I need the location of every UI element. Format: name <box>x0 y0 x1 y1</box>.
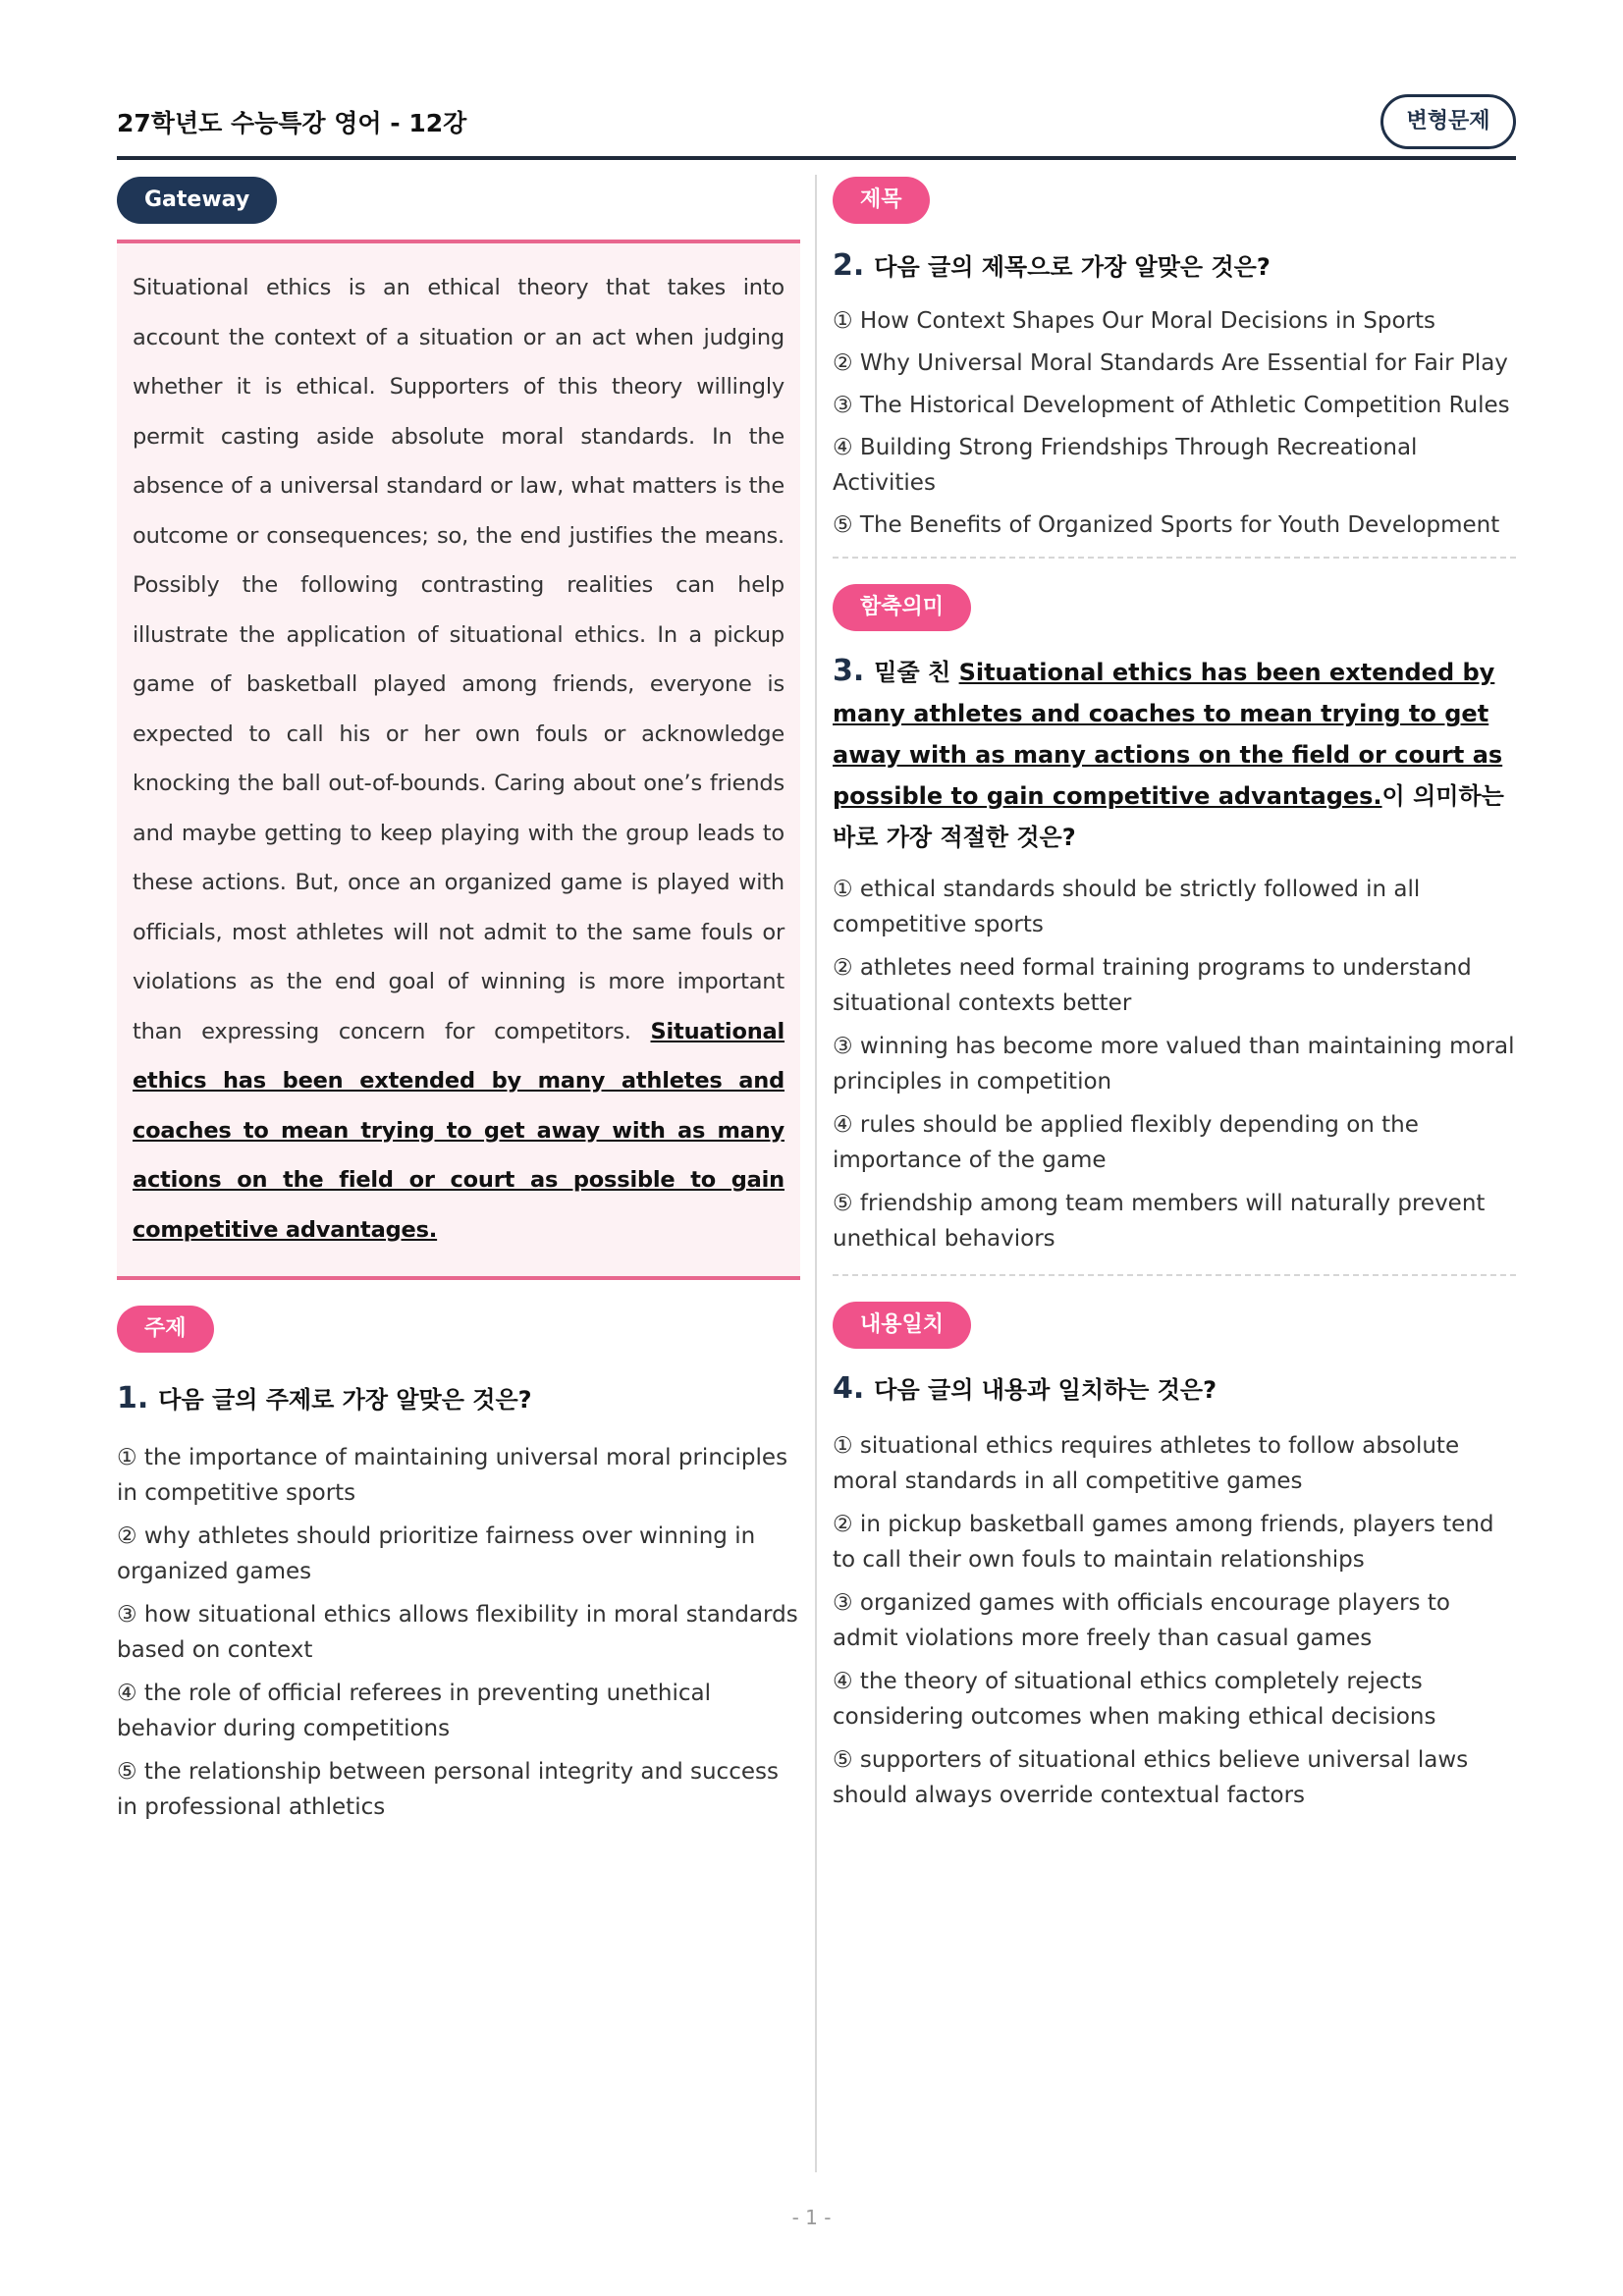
q1-option-2[interactable]: ② why athletes should prioritize fairness over winning in organized games <box>117 1523 756 1584</box>
page-header <box>117 94 1516 159</box>
q2-option-4[interactable]: ④ Building Strong Friendships Through Recreational Activities <box>833 435 1418 496</box>
passage-text <box>133 263 784 1255</box>
q3-option-1[interactable]: ① ethical standards should be strictly followed in all competitive sports <box>833 877 1421 937</box>
q3-option-3[interactable]: ③ winning has become more valued than maintaining moral principles in competition <box>833 1034 1515 1095</box>
right-column <box>833 177 1516 1821</box>
q1-number: 1. <box>117 1381 149 1415</box>
q4-option-3[interactable]: ③ organized games with officials encourage players to admit violations more freely than casual games <box>833 1590 1450 1651</box>
column-divider <box>815 175 817 2172</box>
q2-number: 2. <box>833 248 865 283</box>
q2-option-5[interactable]: ⑤ The Benefits of Organized Sports for Youth Development <box>833 512 1500 538</box>
q4-number: 4. <box>833 1371 865 1406</box>
header-divider <box>117 156 1516 160</box>
left-column <box>117 177 800 1833</box>
q4-tag: 내용일치 <box>833 1302 971 1349</box>
q3-underlined-phrase: Situational ethics has been extended by many athletes and coaches to mean trying to get away with as many actions on the field or court as possible to gain competitive advantages. <box>833 659 1503 810</box>
q3-tag: 함축의미 <box>833 584 971 631</box>
page-title: 27학년도 수능특강 영어 - 12강 <box>117 109 467 137</box>
q4-title <box>833 1368 1516 1411</box>
gateway-tag: Gateway <box>117 177 277 224</box>
q2-title <box>833 245 1516 288</box>
q1-option-1[interactable]: ① the importance of maintaining universal moral principles in competitive sports <box>117 1445 788 1506</box>
q3-options <box>833 872 1516 1256</box>
passage-body: Situational ethics is an ethical theory that takes into account the context of a situation or an act when judging whether it is ethical. Supporters of this theory willingly permit casting aside absolute moral standards. In the absence of a universal standard or law, what matters is the outcome or consequences; so, the end justifies the means. Possibly the following contrasting realities can help illustrate the application of situational ethics. In a pickup game of basketball played among friends, everyone is expected to call his or her own fouls or acknowledge knocking the ball out-of-bounds. Caring about one’s friends and maybe getting to keep playing with the group leads to these actions. But, once an organized game is played with officials, most athletes will not admit to the same fouls or violations as the end goal of winning is more important than expressing concern for competitors. <box>133 275 784 1044</box>
q1-option-3[interactable]: ③ how situational ethics allows flexibility in moral standards based on context <box>117 1602 798 1663</box>
q4-option-2[interactable]: ② in pickup basketball games among friends, players tend to call their own fouls to maintain relationships <box>833 1512 1494 1573</box>
page-number: - 1 - <box>791 2206 832 2229</box>
q3-option-4[interactable]: ④ rules should be applied flexibly depending on the importance of the game <box>833 1112 1419 1173</box>
q2-option-2[interactable]: ② Why Universal Moral Standards Are Essential for Fair Play <box>833 350 1508 376</box>
q2-question: 다음 글의 제목으로 가장 알맞은 것은? <box>874 253 1271 281</box>
q1-options <box>117 1440 800 1825</box>
variant-badge: 변형문제 <box>1380 94 1516 149</box>
q1-tag: 주제 <box>117 1306 214 1353</box>
q2-tag: 제목 <box>833 177 930 224</box>
q1-option-4[interactable]: ④ the role of official referees in preventing unethical behavior during competitions <box>117 1681 712 1741</box>
q1-title <box>117 1378 800 1420</box>
q2-option-1[interactable]: ① How Context Shapes Our Moral Decisions in Sports <box>833 308 1435 334</box>
q4-option-4[interactable]: ④ the theory of situational ethics completely rejects considering outcomes when making ethical decisions <box>833 1669 1436 1730</box>
q4-question: 다음 글의 내용과 일치하는 것은? <box>874 1376 1217 1404</box>
q2-option-3[interactable]: ③ The Historical Development of Athletic Competition Rules <box>833 393 1510 418</box>
q4-option-1[interactable]: ① situational ethics requires athletes to follow absolute moral standards in all competitive games <box>833 1433 1460 1494</box>
section-divider <box>833 557 1516 559</box>
q3-question-prefix: 밑줄 친 <box>874 659 951 686</box>
q3-title <box>833 651 1516 858</box>
q3-number: 3. <box>833 654 865 688</box>
q4-option-5[interactable]: ⑤ supporters of situational ethics believe universal laws should always override contextual factors <box>833 1747 1469 1808</box>
section-divider <box>833 1274 1516 1276</box>
q3-option-2[interactable]: ② athletes need formal training programs to understand situational contexts better <box>833 955 1472 1016</box>
q1-question: 다음 글의 주제로 가장 알맞은 것은? <box>158 1386 532 1414</box>
passage-box <box>117 240 800 1280</box>
q2-options <box>833 303 1516 543</box>
passage-underlined-sentence: Situational ethics has been extended by many athletes and coaches to mean trying to get away with as many actions on the field or court as possible to gain competitive advantages. <box>133 1018 785 1243</box>
q1-option-5[interactable]: ⑤ the relationship between personal integrity and success in professional athletics <box>117 1759 779 1820</box>
q3-question-suffix: 이 의미하는 바로 가장 적절한 것은? <box>833 782 1504 851</box>
q3-option-5[interactable]: ⑤ friendship among team members will naturally prevent unethical behaviors <box>833 1191 1486 1252</box>
q4-options <box>833 1428 1516 1813</box>
